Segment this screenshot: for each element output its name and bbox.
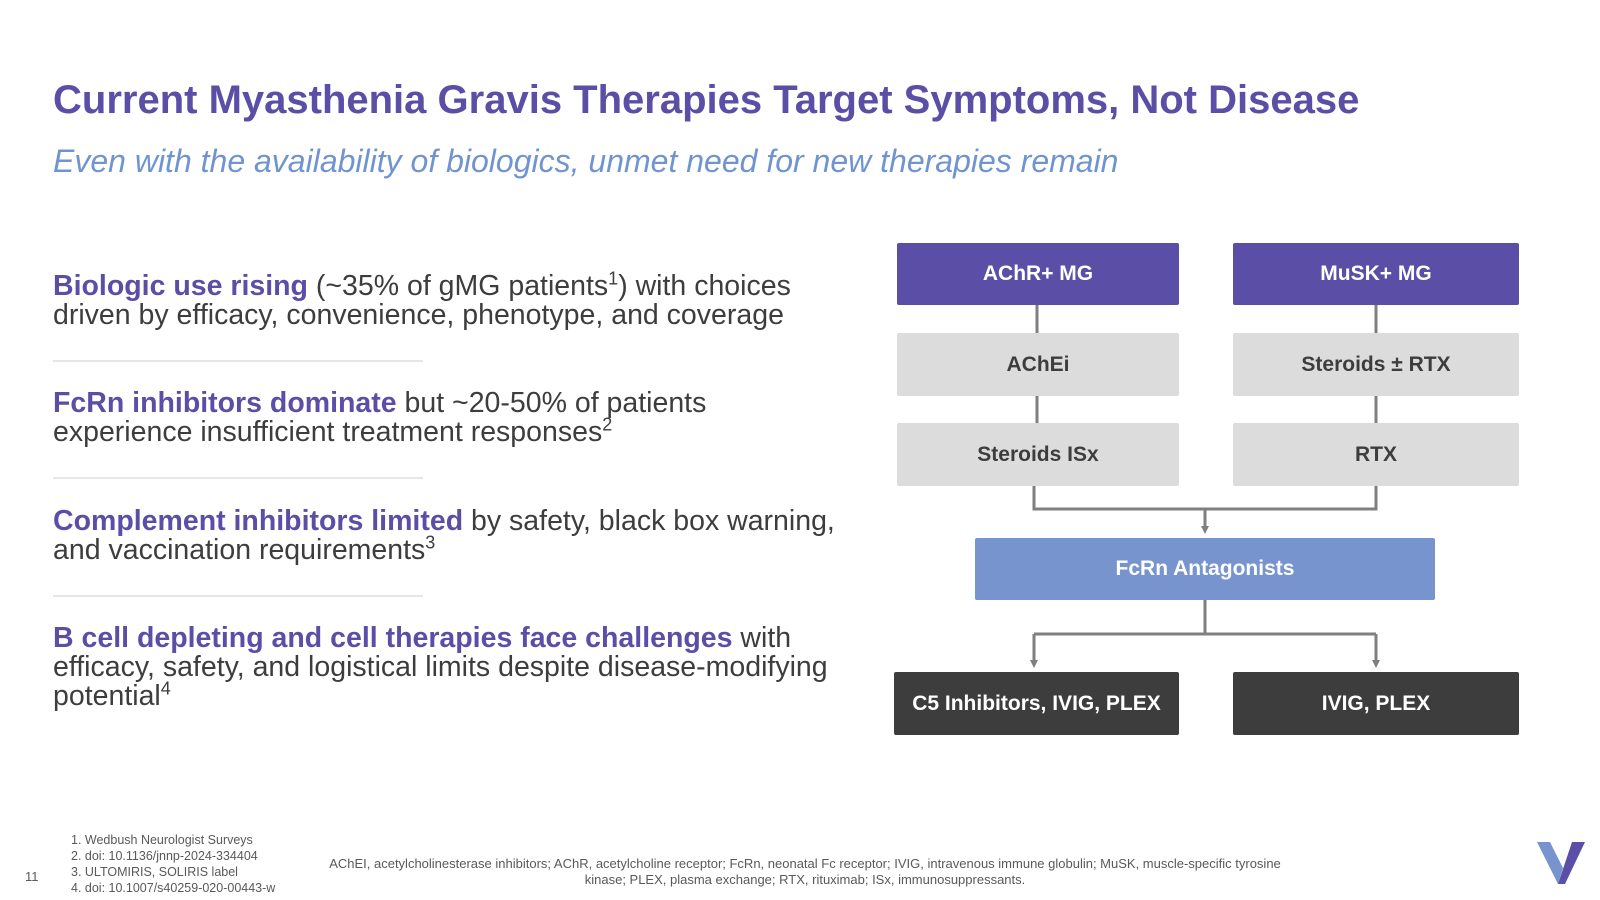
flow-box-rtx: RTX bbox=[1233, 423, 1519, 486]
bullet-text: by safety, black box warning, and vaccination requirements bbox=[53, 505, 835, 566]
page-subtitle: Even with the availability of biologics, unmet need for new therapies remain bbox=[53, 143, 1119, 179]
flow-box-achr-mg: AChR+ MG bbox=[897, 243, 1179, 305]
bullet-highlight: Biologic use rising bbox=[53, 270, 308, 302]
flow-box-ivig-plex: IVIG, PLEX bbox=[1233, 672, 1519, 735]
bullet-highlight: Complement inhibitors limited bbox=[53, 505, 464, 537]
reference-item: 3. ULTOMIRIS, SOLIRIS label bbox=[71, 865, 238, 879]
bullet-text: with efficacy, safety, and logistical limits despite disease-modifying potential bbox=[53, 622, 828, 712]
reference-item: 4. doi: 10.1007/s40259-020-00443-w bbox=[71, 881, 276, 895]
v-logo-icon bbox=[1537, 840, 1585, 886]
flow-box-steroids-rtx: Steroids ± RTX bbox=[1233, 333, 1519, 396]
flow-box-musk-mg: MuSK+ MG bbox=[1233, 243, 1519, 305]
footnote-marker: 1 bbox=[608, 268, 619, 289]
bullet-text: (~35% of gMG patients bbox=[307, 270, 609, 302]
reference-item: 2. doi: 10.1136/jnnp-2024-334404 bbox=[71, 849, 258, 863]
page-title: Current Myasthenia Gravis Therapies Target Symptoms, Not Disease bbox=[53, 78, 1360, 122]
footnote-marker: 2 bbox=[602, 414, 613, 435]
bullet-highlight: FcRn inhibitors dominate bbox=[53, 387, 397, 419]
abbreviations-footnote: AChEI, acetylcholinesterase inhibitors; AChR, acetylcholine receptor; FcRn, neonatal Fc receptor; IVIG, intravenous immune globulin; MuSK, muscle-specific tyrosine kinase; PLEX, plasma exchange; RTX, rituximab; ISx, immunosuppressants. bbox=[329, 856, 1281, 887]
bullet-text-cont: ) with choices driven by efficacy, convenience, phenotype, and coverage bbox=[53, 270, 791, 331]
reference-item: 1. Wedbush Neurologist Surveys bbox=[71, 833, 253, 847]
page-number: 11 bbox=[25, 869, 39, 884]
flow-box-achei: AChEi bbox=[897, 333, 1179, 396]
flow-box-steroids-isx: Steroids ISx bbox=[897, 423, 1179, 486]
references-list bbox=[71, 832, 275, 896]
bullet-highlight: B cell depleting and cell therapies face challenges bbox=[53, 622, 733, 654]
bullet-text: but ~20-50% of patients experience insufficient treatment responses bbox=[53, 387, 707, 448]
flow-box-c5-ivig-plex: C5 Inhibitors, IVIG, PLEX bbox=[894, 672, 1179, 735]
footnote-marker: 3 bbox=[425, 532, 436, 553]
footnote-marker: 4 bbox=[160, 678, 171, 699]
flow-box-fcrn-antagonists: FcRn Antagonists bbox=[975, 538, 1435, 600]
